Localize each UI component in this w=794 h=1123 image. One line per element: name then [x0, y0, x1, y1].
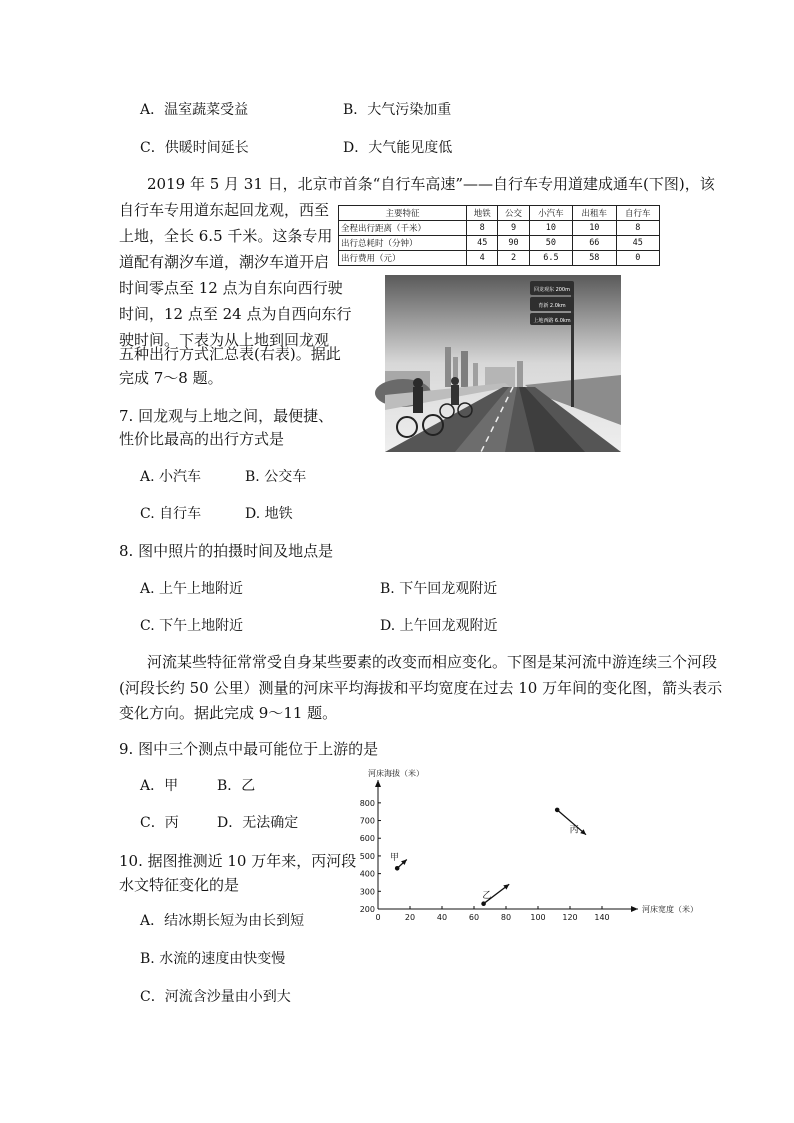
- passage1-line3: 上地，全长 6.5 千米。这条专用: [119, 227, 333, 245]
- table-cell: 8: [616, 221, 659, 236]
- y-tick-label: 700: [359, 816, 375, 826]
- x-tick-label: 120: [562, 913, 578, 922]
- table-row: [339, 221, 660, 236]
- q9-option-d: D．无法确定: [217, 815, 299, 831]
- q9-option-b: B．乙: [217, 778, 256, 794]
- x-tick-label: 100: [530, 913, 546, 922]
- table-cell: 45: [467, 236, 498, 251]
- series-label: 丙: [569, 825, 579, 836]
- q10-option-a: A．结冰期长短为由长到短: [140, 913, 305, 929]
- y-tick-label: 600: [359, 834, 375, 844]
- q7-option-d: D. 地铁: [245, 506, 293, 522]
- q6-option-d: D．大气能见度低: [343, 140, 453, 156]
- table-cell: 0: [616, 251, 659, 266]
- series-start-point: [481, 901, 486, 906]
- bike-lane-photo: [385, 275, 621, 452]
- table-cell: 2: [498, 251, 529, 266]
- table-cell: 全程出行距离（千米）: [339, 221, 467, 236]
- q8-stem: 8. 图中照片的拍摄时间及地点是: [119, 542, 334, 560]
- x-axis-label: 河床宽度（米）: [642, 905, 698, 914]
- table-header: 主要特征: [339, 206, 467, 221]
- bike-lane-photo-drawing: [385, 275, 621, 452]
- y-tick-label: 800: [359, 798, 375, 808]
- table-header-row: [339, 206, 660, 221]
- table-row: [339, 236, 660, 251]
- passage1-line1: 2019 年 5 月 31 日，北京市首条“自行车高速”——自行车专用道建成通车(下图)，该: [147, 175, 715, 193]
- table-header: 地铁: [467, 206, 498, 221]
- q10-option-c: C．河流含沙量由小到大: [140, 989, 291, 1005]
- q8-option-a: A. 上午上地附近: [140, 581, 244, 597]
- y-tick-label: 200: [359, 905, 375, 914]
- x-tick-label: 140: [594, 913, 610, 922]
- table-cell: 50: [529, 236, 572, 251]
- q6-option-a: A．温室蔬菜受益: [140, 102, 249, 118]
- series-start-point: [395, 866, 400, 871]
- y-axis-arrow: [375, 780, 381, 787]
- series-label: 乙: [482, 890, 492, 901]
- passage1-line7: 驶时间。下表为从上地到回龙观: [119, 331, 330, 349]
- road-sign-1: 回龙观东 200m: [533, 287, 571, 293]
- q10-stem-line2: 水文特征变化的是: [119, 876, 240, 894]
- table-header: 出租车: [573, 206, 616, 221]
- series-start-point: [555, 808, 560, 813]
- q8-option-d: D. 上午回龙观附近: [380, 618, 498, 634]
- passage1-line9: 完成 7～8 题。: [119, 369, 223, 387]
- q6-option-c: C．供暖时间延长: [140, 140, 249, 156]
- table-cell: 45: [616, 236, 659, 251]
- passage2-line2: (河段长约 50 公里）测量的河床平均海拔和平均宽度在过去 10 万年间的变化图，箭头表示: [119, 679, 723, 697]
- q7-stem-line2: 性价比最高的出行方式是: [119, 430, 285, 448]
- x-tick-label: 60: [468, 913, 480, 922]
- passage1-line8: 五种出行方式汇总表(右表)。据此: [119, 345, 341, 363]
- passage1-line4: 道配有潮汐车道，潮汐车道开启: [119, 253, 330, 271]
- q9-option-a: A．甲: [140, 778, 179, 794]
- q7-option-b: B. 公交车: [245, 469, 307, 485]
- table-cell: 10: [529, 221, 572, 236]
- table-cell: 4: [467, 251, 498, 266]
- road-sign-3: 上地西路 6.0km: [533, 318, 571, 324]
- y-axis-label: 河床海拔（米）: [368, 769, 424, 778]
- q7-option-a: A. 小汽车: [140, 469, 202, 485]
- q8-option-c: C. 下午上地附近: [140, 618, 244, 634]
- x-tick-label: 20: [404, 913, 416, 922]
- table-row: [339, 251, 660, 266]
- passage2-line1: 河流某些特征常常受自身某些要素的改变而相应变化。下图是某河流中游连续三个河段: [147, 653, 718, 671]
- y-tick-label: 500: [359, 851, 375, 861]
- table-cell: 出行费用（元）: [339, 251, 467, 266]
- table-cell: 10: [573, 221, 616, 236]
- passage1-line6: 时间，12 点至 24 点为自西向东行: [119, 305, 352, 323]
- series-label: 甲: [390, 852, 400, 863]
- q10-stem-line1: 10. 据图推测近 10 万年来，丙河段: [119, 852, 357, 870]
- y-tick-label: 400: [359, 869, 375, 879]
- q7-option-c: C. 自行车: [140, 506, 202, 522]
- table-header: 自行车: [616, 206, 659, 221]
- passage1-line2: 自行车专用道东起回龙观，西至: [119, 201, 330, 219]
- road-sign-2: 育新 2.0km: [538, 303, 566, 309]
- y-tick-label: 300: [359, 887, 375, 897]
- table-cell: 出行总耗时（分钟）: [339, 236, 467, 251]
- q7-stem-line1: 7. 回龙观与上地之间，最便捷、: [119, 407, 334, 425]
- table-header: 小汽车: [529, 206, 572, 221]
- table-header: 公交: [498, 206, 529, 221]
- passage2-line3: 变化方向。据此完成 9～11 题。: [119, 704, 338, 722]
- river-bed-chart: [345, 769, 698, 945]
- table-cell: 8: [467, 221, 498, 236]
- q9-option-c: C．丙: [140, 815, 179, 831]
- table-cell: 58: [573, 251, 616, 266]
- table-cell: 90: [498, 236, 529, 251]
- table-cell: 66: [573, 236, 616, 251]
- table-cell: 6.5: [529, 251, 572, 266]
- q6-option-b: B．大气污染加重: [343, 102, 452, 118]
- x-axis-arrow: [631, 906, 638, 912]
- x-tick-label: 80: [500, 913, 512, 922]
- passage1-line5: 时间零点至 12 点为自东向西行驶: [119, 279, 343, 297]
- travel-summary-table: [338, 205, 660, 266]
- q9-stem: 9. 图中三个测点中最可能位于上游的是: [119, 740, 379, 758]
- x-tick-label: 40: [436, 913, 448, 922]
- table-cell: 9: [498, 221, 529, 236]
- q8-option-b: B. 下午回龙观附近: [380, 581, 498, 597]
- q10-option-b: B. 水流的速度由快变慢: [140, 951, 286, 967]
- x-tick-label: 0: [375, 913, 381, 922]
